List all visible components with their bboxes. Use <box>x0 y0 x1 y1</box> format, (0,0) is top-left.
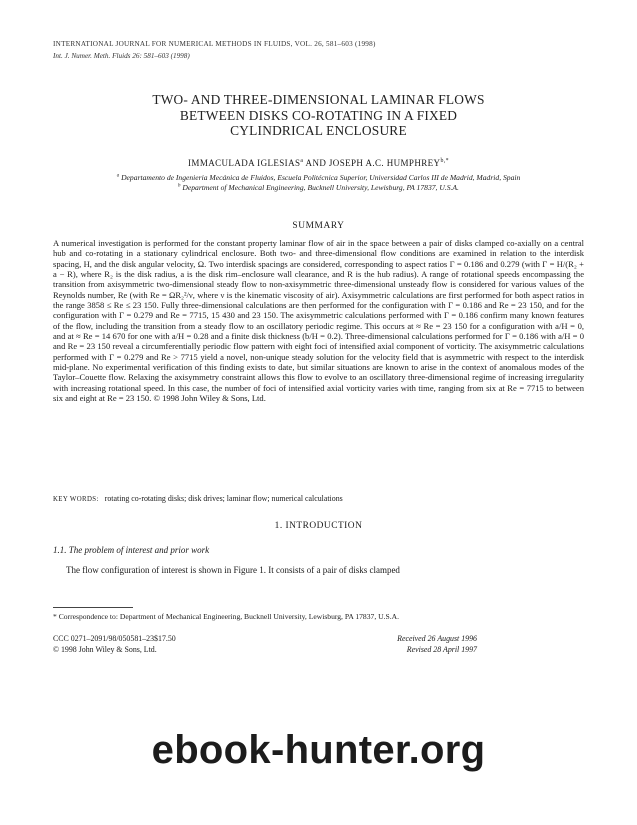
author-list <box>40 158 597 168</box>
author-2-mark: b,* <box>440 158 449 164</box>
watermark-text: ebook-hunter.org <box>151 728 486 772</box>
summary-heading: SUMMARY <box>292 221 345 231</box>
author-2: JOSEPH A.C. HUMPHREY <box>328 158 441 168</box>
correspondence-footnote: * Correspondence to: Department of Mechanical Engineering, Bucknell University, Lewisburg, PA 17837, U.S.A. <box>53 612 400 621</box>
keywords-text: rotating co-rotating disks; disk drives; laminar flow; numerical calculations <box>104 494 343 503</box>
copyright-line: © 1998 John Wiley & Sons, Ltd. <box>53 645 157 654</box>
author-conjunction: AND <box>303 158 329 168</box>
citation-line: Int. J. Numer. Meth. Fluids 26: 581–603 (1998) <box>53 52 190 60</box>
footnote-divider <box>53 607 133 608</box>
affiliation-a-text: Departamento de Ingenieria Mecánica de Fluidos, Escuela Politécnica Superior, Universidad Carlos III de Madrid, Madrid, Spain <box>121 173 521 182</box>
revised-date: Revised 28 April 1997 <box>406 645 477 654</box>
affiliation-b-mark: b <box>178 183 181 189</box>
title-line-2: BETWEEN DISKS CO-ROTATING IN A FIXED <box>179 107 458 123</box>
summary-text: A numerical investigation is performed for the constant property laminar flow of air in the space between a pair of disks clamped co-axially on a central hub and co-rotating in a stationary cylindrical enclosure. Both two- and three-dimensional flow conditions are examined in relation to the interdisk spacing, H, and the disk angular velocity, Ω. Two interdisk spacings are considered, corresponding to aspect ratios Γ = 0.186 and 0.279 (with Γ = H/(R₂ + a − R), where R₂ is the disk radius, a is the disk rim–enclosure wall clearance, and R is the hub radius). A range of rotational speeds encompassing the transition from axisymmetric two-dimensional steady flow to non-axisymmetric three-dimensional unsteady flow is considered for various values of the Reynolds number, Re (with Re = ΩR₂²/ν, where ν is the kinematic viscosity of air). Axisymmetric calculations are first performed for both aspect ratios in the range 3858 ≤ Re ≤ 23 150. Fully three-dimensional calculations are then performed for the configuration with Γ = 0.186 and Re = 23 150, and for the configuration with Γ = 0.279 and Re = 7715, 15 430 and 23 150. The axisymmetric calculations performed with Γ = 0.186 confirm many known features of the flow, including the transition from a steady flow to an oscillatory periodic regime. This occurs at ≈ Re = 23 150 for a configuration with a/H = 0, and at ≈ Re = 14 670 for one with a/H = 0.28 and a finite disk thickness (b/H = 0.2). Three-dimensional calculations performed for Γ = 0.186 with a/H = 0 and Re = 23 150 reveal a circumferentially periodic flow pattern with eight foci of intensified axial component of vorticity. The axisymmetric calculations performed with Γ = 0.279 and Re > 7715 yield a novel, non-unique steady solution for the velocity field that is asymmetric with respect to the interdisk mid-plane. No experimental verification of this finding exists to date, but similar situations are known to arise in the context of anomalous modes of the Taylor–Couette flow. Relaxing the axisymmetry constraint allows this flow to evolve to an oscillatory three-dimensional regime of increasing irregularity with increasing rotational speed. In this case, the number of foci of intensified axial vorticity varies with time, ranging from six at Re = 7715 to between six and eight at Re = 23 150. © 1998 John Wiley & Sons, Ltd. <box>53 238 584 404</box>
affiliation-a-mark: a <box>116 173 120 179</box>
affiliation-b-text: Department of Mechanical Engineering, Bucknell University, Lewisburg, PA 17837, U.S.A. <box>182 183 459 192</box>
received-dates <box>397 633 477 655</box>
affiliation-a <box>55 173 582 183</box>
author-1: IMMACULADA IGLESIAS <box>188 158 301 168</box>
keywords-label: KEY WORDS: <box>53 496 99 503</box>
affiliation-b <box>55 183 582 193</box>
body-paragraph: The flow configuration of interest is shown in Figure 1. It consists of a pair of disks clamped <box>66 565 400 575</box>
received-date: Received 26 August 1996 <box>397 634 477 643</box>
journal-header: INTERNATIONAL JOURNAL FOR NUMERICAL METHODS IN FLUIDS, VOL. 26, 581–603 (1998) <box>53 40 376 48</box>
paper-title <box>40 92 597 139</box>
title-line-1: TWO- AND THREE-DIMENSIONAL LAMINAR FLOWS <box>152 92 485 107</box>
ccc-code: CCC 0271–2091/98/050581–23$17.50 <box>53 634 176 643</box>
title-line-3: CYLINDRICAL ENCLOSURE <box>230 123 407 138</box>
affiliations <box>55 173 582 193</box>
publication-info <box>53 633 176 655</box>
section-heading: 1. INTRODUCTION <box>274 521 363 531</box>
subsection-heading: 1.1. The problem of interest and prior work <box>53 545 210 555</box>
author-1-mark: a <box>300 158 304 164</box>
keywords <box>53 494 584 503</box>
